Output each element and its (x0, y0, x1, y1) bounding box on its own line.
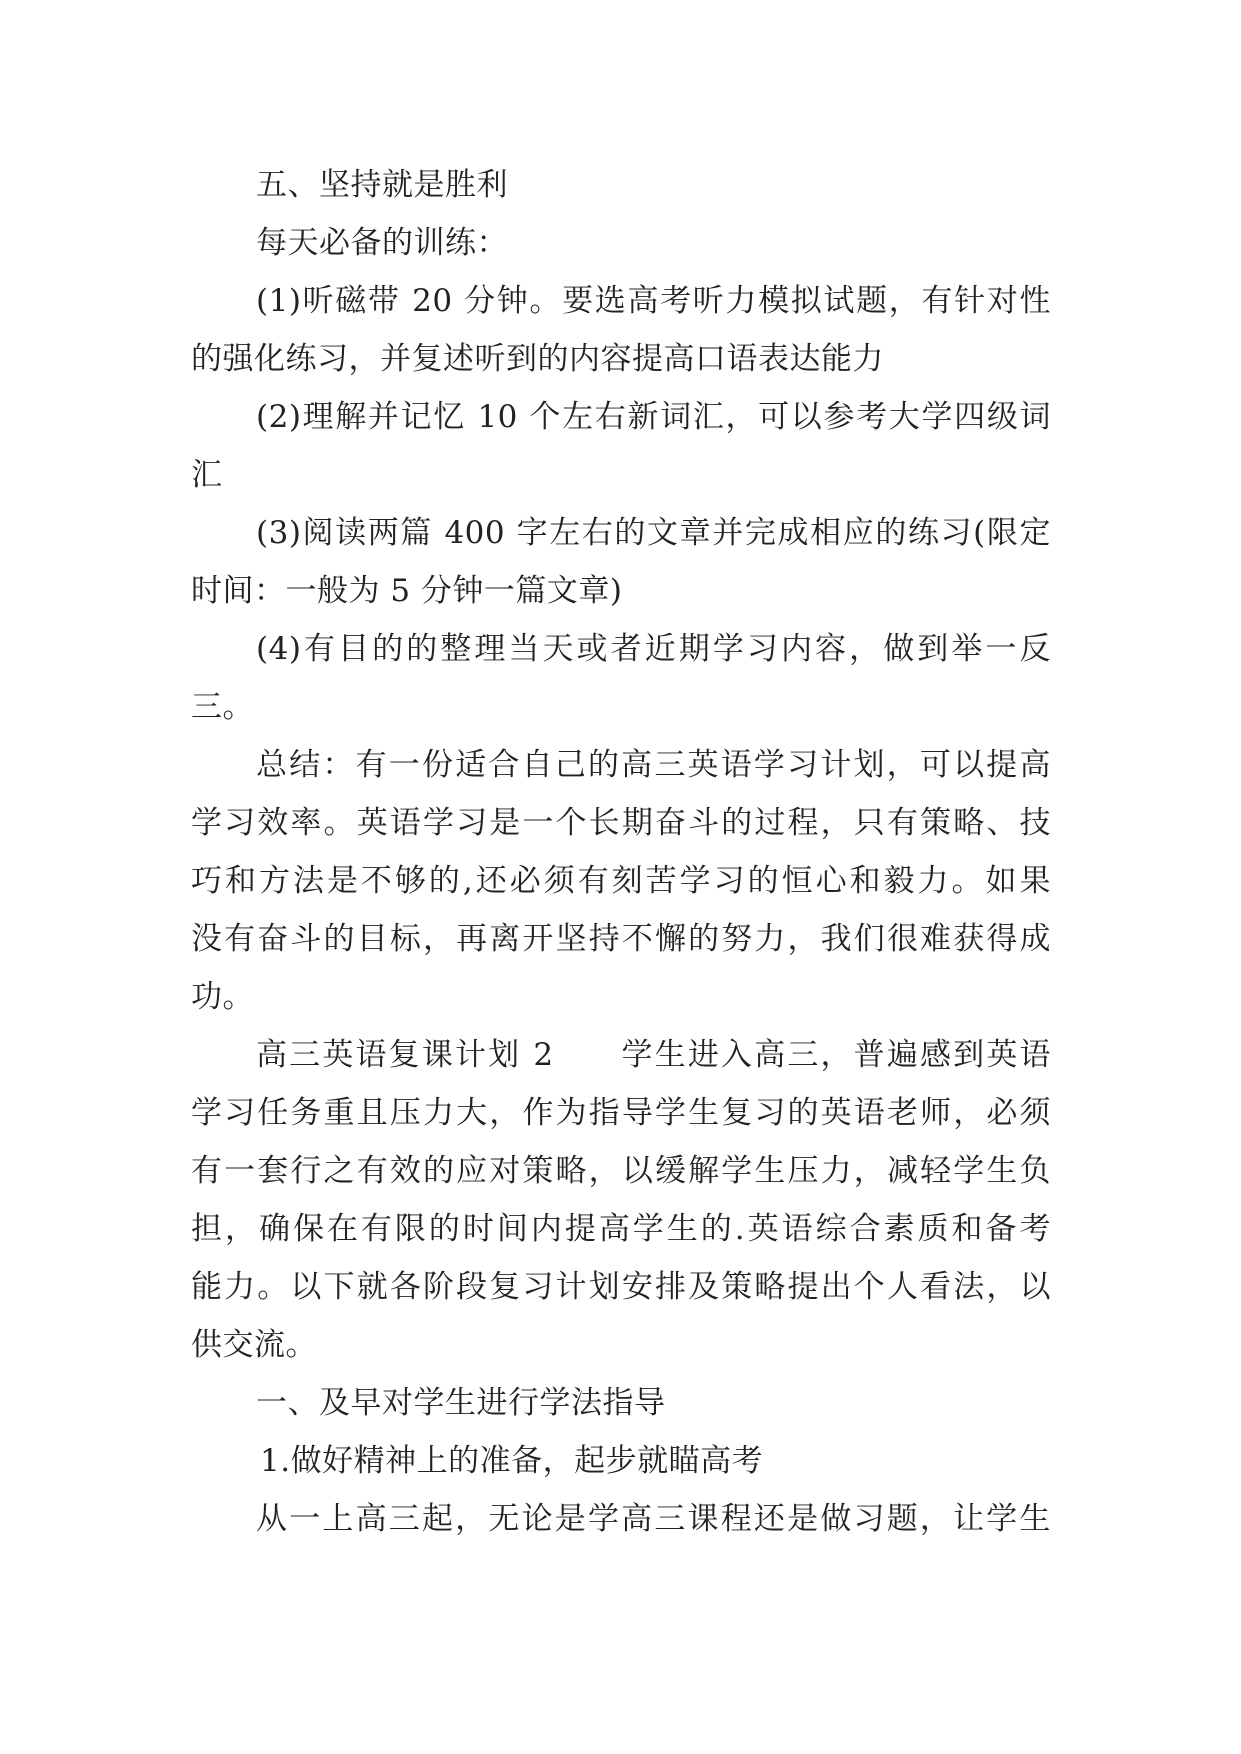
text-line: 时间：一般为 5 分钟一篇文章) (191, 573, 623, 609)
text-line: 有一套行之有效的应对策略，以缓解学生压力，减轻学生负 (191, 1153, 1051, 1189)
text-line: 每天必备的训练： (256, 225, 508, 261)
text-line: 供交流。 (191, 1327, 317, 1363)
text-line: 高三英语复课计划 2 学生进入高三，普遍感到英语 (256, 1037, 1051, 1073)
section-heading: 五、坚持就是胜利 (256, 167, 508, 203)
section-heading: 一、及早对学生进行学法指导 (256, 1385, 666, 1421)
text-line: 学习效率。英语学习是一个长期奋斗的过程，只有策略、技 (191, 805, 1051, 841)
text-line: 的强化练习，并复述听到的内容提高口语表达能力 (191, 341, 884, 377)
text-line: 没有奋斗的目标，再离开坚持不懈的努力，我们很难获得成 (191, 921, 1051, 957)
text-line: (4)有目的的整理当天或者近期学习内容，做到举一反 (256, 631, 1051, 667)
text-line: 三。 (191, 689, 254, 725)
text-line: 从一上高三起，无论是学高三课程还是做习题，让学生 (256, 1501, 1051, 1537)
text-line: 学习任务重且压力大，作为指导学生复习的英语老师，必须 (191, 1095, 1051, 1131)
text-line: 担，确保在有限的时间内提高学生的.英语综合素质和备考 (191, 1211, 1051, 1247)
text-line: (1)听磁带 20 分钟。要选高考听力模拟试题，有针对性 (256, 283, 1051, 319)
text-line: 总结：有一份适合自己的高三英语学习计划，可以提高 (256, 747, 1051, 783)
subsection-heading: 1.做好精神上的准备，起步就瞄高考 (260, 1443, 764, 1479)
text-line: 汇 (191, 457, 223, 493)
text-line: (3)阅读两篇 400 字左右的文章并完成相应的练习(限定 (256, 515, 1051, 551)
text-line: 功。 (191, 979, 254, 1015)
text-line: 巧和方法是不够的,还必须有刻苦学习的恒心和毅力。如果 (191, 863, 1051, 899)
text-line: 能力。以下就各阶段复习计划安排及策略提出个人看法，以 (191, 1269, 1051, 1305)
text-line: (2)理解并记忆 10 个左右新词汇，可以参考大学四级词 (256, 399, 1051, 435)
